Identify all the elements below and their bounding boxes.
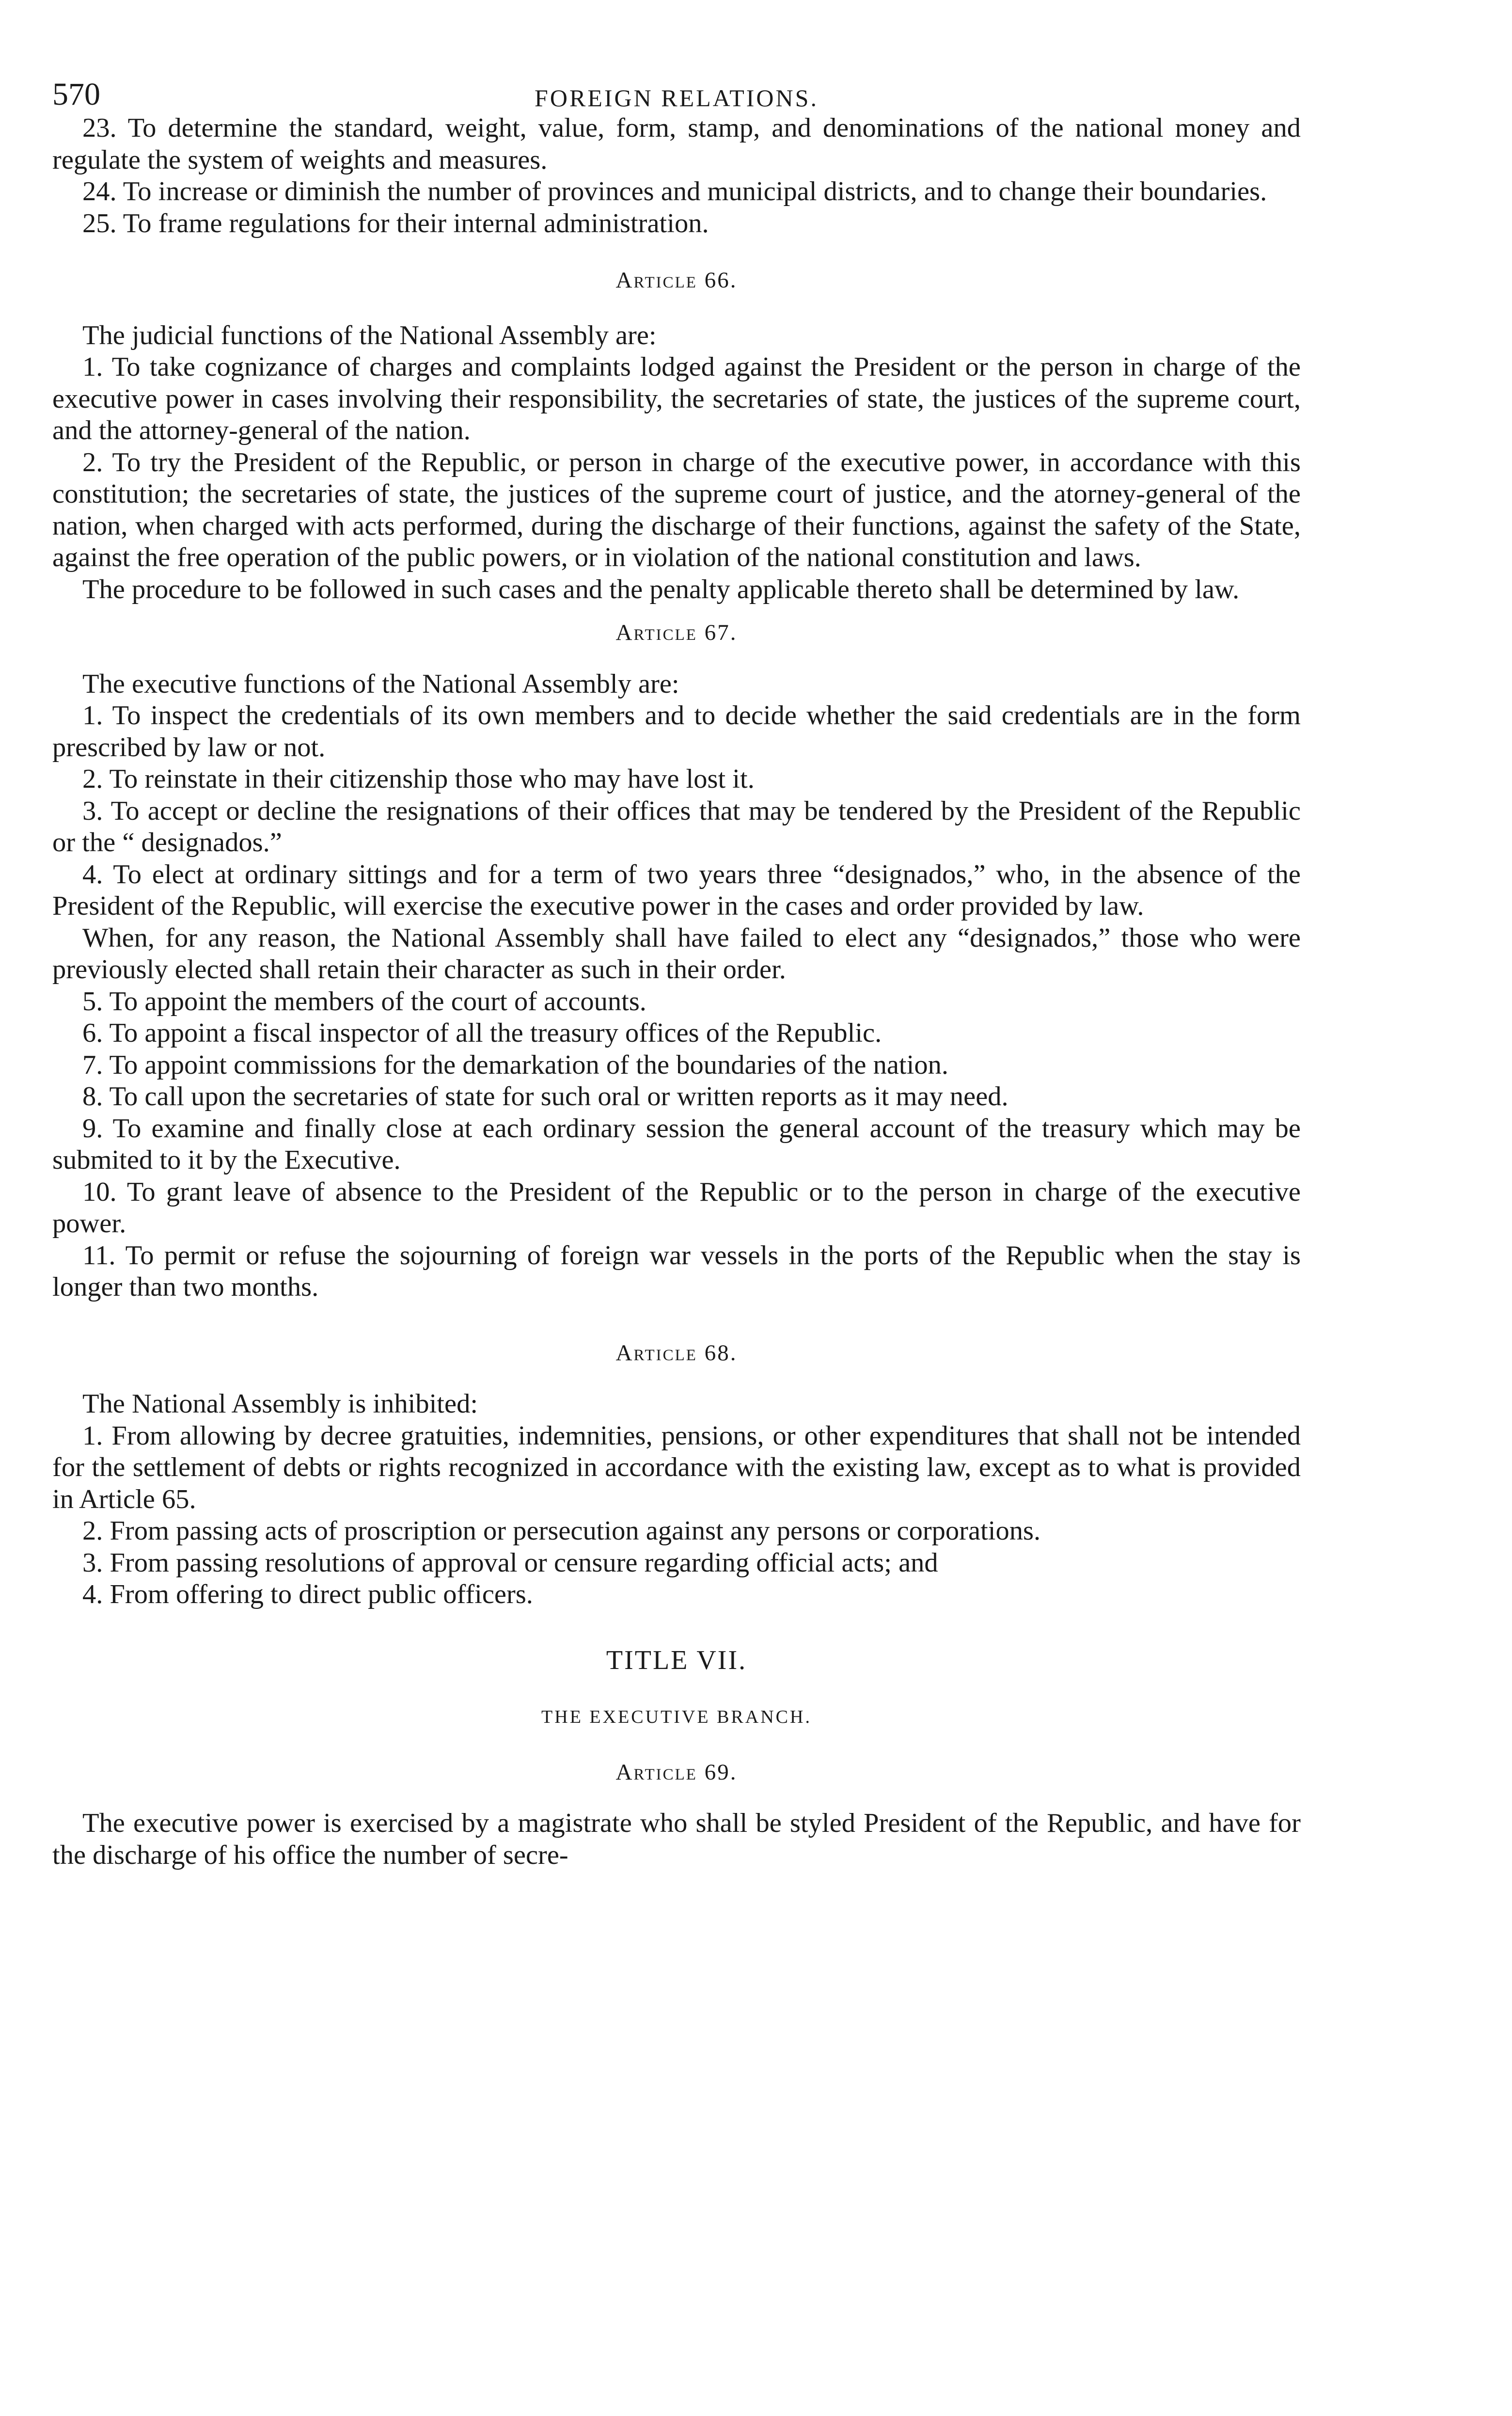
paragraph: 6. To appoint a fiscal inspector of all the treasury offices of the Republic.	[82, 1018, 882, 1048]
paragraph: 4. From offering to direct public officers.	[82, 1579, 533, 1609]
running-head	[52, 73, 1301, 126]
paragraph: 8. To call upon the secretaries of state for such oral or written reports as it may need.	[82, 1081, 1008, 1112]
article-heading: Article 68.	[615, 1340, 738, 1366]
section-continuation	[52, 112, 1301, 239]
article-66	[52, 265, 1301, 605]
paragraph: 1. From allowing by decree gratuities, indemnities, pensions, or other expenditures that shall not be intended for the settlement of debts or rights recognized in accordance with the existing law, except as to what is provided in Article 65.	[52, 1420, 1301, 1514]
title-heading: TITLE VII.	[606, 1645, 747, 1675]
article-heading: Article 67.	[615, 620, 738, 645]
paragraph: The National Assembly is inhibited:	[82, 1389, 478, 1419]
paragraph: 3. To accept or decline the resignations of their offices that may be tendered by the President of the Republic or the “ designados.”	[52, 795, 1301, 858]
title-vii	[52, 1645, 1301, 1872]
article-heading: Article 66.	[615, 268, 738, 293]
paragraph: The procedure to be followed in such cases and the penalty applicable thereto shall be determined by law.	[82, 574, 1240, 604]
paragraph: 1. To inspect the credentials of its own members and to decide whether the said credentials are in the form prescribed by law or not.	[52, 700, 1301, 763]
paragraph: When, for any reason, the National Assembly shall have failed to elect any “designados,” those who were previously elected shall retain their character as such in their order.	[52, 922, 1301, 985]
paragraph: 1. To take cognizance of charges and complaints lodged against the President or the person in charge of the executive power in cases involving their responsibility, the secretaries of state, the justices of the supreme court, and the attorney-general of the nation.	[52, 352, 1301, 445]
paragraph: 4. To elect at ordinary sittings and for a term of two years three “designados,” who, in the absence of the President of the Republic, will exercise the executive power in the cases and order provided by law.	[52, 859, 1301, 921]
paragraph: 2. From passing acts of proscription or persecution against any persons or corporations.	[82, 1516, 1041, 1546]
paragraph: 2. To try the President of the Republic, or person in charge of the executive power, in accordance with this constitution; the secretaries of state, the justices of the supreme court of justice, and the atorney-general of the nation, when charged with acts performed, during the discharge of their functions, against the safety of the State, against the free operation of the public powers, or in violation of the national constitution and laws.	[52, 447, 1301, 572]
subtitle-heading: THE EXECUTIVE BRANCH.	[541, 1707, 812, 1727]
paragraph: 7. To appoint commissions for the demarkation of the boundaries of the nation.	[82, 1049, 948, 1080]
paragraph: The executive functions of the National Assembly are:	[82, 668, 679, 699]
paragraph: 5. To appoint the members of the court of accounts.	[82, 986, 646, 1017]
paragraph: 10. To grant leave of absence to the President of the Republic or to the person in charge of the executive power.	[52, 1176, 1301, 1239]
paragraph-25: 25. To frame regulations for their internal administration.	[82, 208, 709, 238]
body-text	[52, 112, 1301, 1871]
paragraph: 11. To permit or refuse the sojourning of foreign war vessels in the ports of the Republic when the stay is longer than two months.	[52, 1240, 1301, 1302]
paragraph: The executive power is exercised by a magistrate who shall be styled President of the Republic, and have for the discharge of his office the number of secre-	[52, 1808, 1301, 1870]
article-68	[52, 1337, 1301, 1611]
running-title: FOREIGN RELATIONS.	[535, 84, 819, 111]
article-heading: Article 69.	[615, 1759, 738, 1785]
paragraph-24: 24. To increase or diminish the number of provinces and municipal districts, and to change their boundaries.	[82, 176, 1267, 207]
article-67	[52, 617, 1301, 1303]
paragraph-23: 23. To determine the standard, weight, value, form, stamp, and denominations of the national money and regulate the system of weights and measures.	[52, 113, 1301, 175]
document-page	[52, 73, 1301, 2400]
paragraph: The judicial functions of the National Assembly are:	[82, 320, 657, 350]
paragraph: 9. To examine and finally close at each ordinary session the general account of the treasury which may be submited to it by the Executive.	[52, 1113, 1301, 1175]
paragraph: 3. From passing resolutions of approval or censure regarding official acts; and	[82, 1547, 938, 1578]
paragraph: 2. To reinstate in their citizenship those who may have lost it.	[82, 764, 755, 794]
page-number: 570	[52, 77, 100, 112]
